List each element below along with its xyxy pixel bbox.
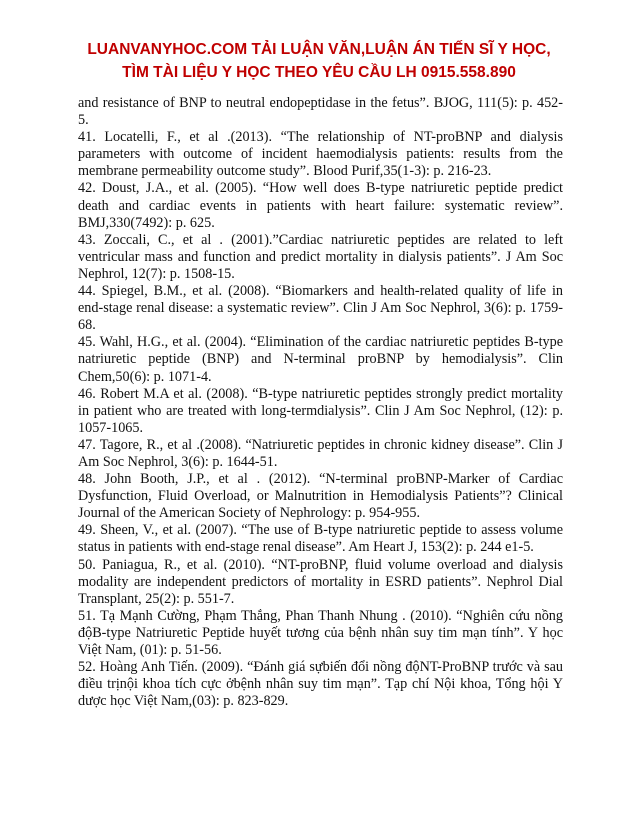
reference-item: 42. Doust, J.A., et al. (2005). “How well does B-type natriuretic peptide predict death and cardiac events in patients with heart failure: systematic review”. BMJ,330(7492): p. 625. [78, 180, 563, 231]
reference-item: 50. Paniagua, R., et al. (2010). “NT-proBNP, fluid volume overload and dialysis modality are independent predictors of mortality in ESRD patients”. Nephrol Dial Transplant, 25(2): p. 551-7. [78, 556, 563, 607]
reference-item: 43. Zoccali, C., et al . (2001).”Cardiac natriuretic peptides are related to left ventricular mass and function and predict mortality in dialysis patients”. J Am Soc Nephrol, 12(7): p. 1508-15. [78, 231, 563, 282]
reference-item: 47. Tagore, R., et al .(2008). “Natriuretic peptides in chronic kidney disease”. Clin J Am Soc Nephrol, 3(6): p. 1644-51. [78, 436, 563, 470]
reference-list [78, 95, 563, 710]
reference-item: 44. Spiegel, B.M., et al. (2008). “Biomarkers and health-related quality of life in end-stage renal disease: a systematic review”. Clin J Am Soc Nephrol, 3(6): p. 1759-68. [78, 283, 563, 334]
reference-item: and resistance of BNP to neutral endopeptidase in the fetus”. BJOG, 111(5): p. 452-5. [78, 95, 563, 129]
reference-item: 49. Sheen, V., et al. (2007). “The use of B-type natriuretic peptide to assess volume status in patients with end-stage renal disease”. Am Heart J, 153(2): p. 244 e1-5. [78, 522, 563, 556]
site-banner [40, 38, 598, 84]
reference-item: 52. Hoàng Anh Tiến. (2009). “Đánh giá sựbiến đổi nồng độNT-ProBNP trước và sau điều trịnội khoa tích cực ởbệnh nhân suy tim mạn”. Tạp chí Nội khoa, Tổng hội Y dược học Việt Nam,(03): p. 823-829. [78, 659, 563, 710]
banner-line-1: LUANVANYHOC.COM TẢI LUẬN VĂN,LUẬN ÁN TIẾN SĨ Y HỌC, [87, 41, 551, 58]
reference-item: 41. Locatelli, F., et al .(2013). “The relationship of NT-proBNP and dialysis parameters with outcome of incident haemodialysis patients: results from the membrane permeability outcome study”. Blood Purif,35(1-3): p. 216-23. [78, 129, 563, 180]
reference-item: 48. John Booth, J.P., et al . (2012). “N-terminal proBNP-Marker of Cardiac Dysfunction, Fluid Overload, or Malnutrition in Hemodialysis Patients”? Clinical Journal of the American Society of Nephrology: p. 954-955. [78, 471, 563, 522]
reference-item: 51. Tạ Mạnh Cường, Phạm Thắng, Phan Thanh Nhung . (2010). “Nghiên cứu nồng độB-type Natriuretic Peptide huyết tương của bệnh nhân suy tim mạn tính”. Y học Việt Nam, (01): p. 51-56. [78, 607, 563, 658]
banner-line-2: TÌM TÀI LIỆU Y HỌC THEO YÊU CẦU LH 0915.558.890 [122, 64, 516, 81]
reference-item: 46. Robert M.A et al. (2008). “B-type natriuretic peptides strongly predict mortality in patient who are treated with long-termdialysis”. Clin J Am Soc Nephrol, (12): p. 1057-1065. [78, 385, 563, 436]
reference-item: 45. Wahl, H.G., et al. (2004). “Elimination of the cardiac natriuretic peptides B-type natriuretic peptide (BNP) and N-terminal proBNP by hemodialysis”. Clin Chem,50(6): p. 1071-4. [78, 334, 563, 385]
